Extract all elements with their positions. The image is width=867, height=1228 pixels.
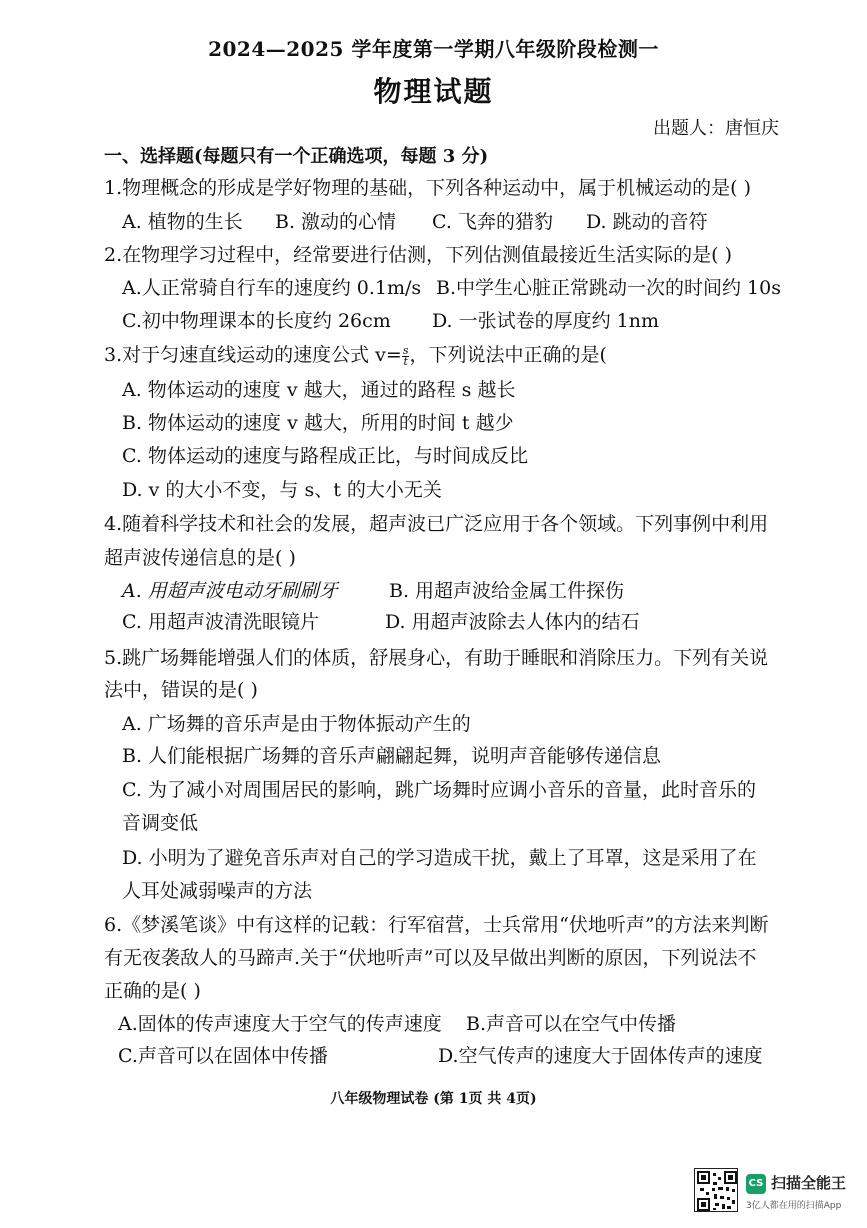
question-3-stem — [104, 342, 607, 368]
fraction-denominator: t — [403, 354, 408, 368]
question-5-option-d: D. 小明为了避免音乐声对自己的学习造成干扰，戴上了耳罩，这是采用了在 — [122, 847, 757, 869]
exam-title: 2024—2025 学年度第一学期八年级阶段检测一 — [208, 37, 659, 61]
question-1-option-d: D. 跳动的音符 — [586, 211, 708, 233]
question-3-stem-start: 3.对于匀速直线运动的速度公式 v= — [104, 344, 402, 366]
camscanner-name: 扫描全能王 — [771, 1174, 847, 1192]
question-6-stem-line-3: 正确的是( ) — [104, 980, 201, 1002]
question-3-stem-end: ，下列说法中正确的是( — [409, 344, 607, 366]
question-6-stem-line-1: 6.《梦溪笔谈》中有这样的记载：行军宿营，士兵常用“伏地听声”的方法来判断 — [104, 914, 769, 936]
question-5-option-a: A. 广场舞的音乐声是由于物体振动产生的 — [122, 713, 471, 735]
camscanner-logo: CS — [746, 1174, 766, 1194]
question-6-option-a: A.固体的传声速度大于空气的传声速度 — [118, 1013, 442, 1035]
question-4-option-a: A. 用超声波电动牙刷刷牙 — [122, 580, 338, 602]
question-6-stem-line-2: 有无夜袭敌人的马蹄声.关于“伏地听声”可以及早做出判断的原因，下列说法不 — [104, 947, 757, 969]
question-4-stem-line-2: 超声波传递信息的是( ) — [104, 547, 296, 569]
question-2-option-b: B.中学生心脏正常跳动一次的时间约 10s — [436, 277, 781, 299]
question-6-option-d: D.空气传声的速度大于固体传声的速度 — [438, 1045, 763, 1067]
question-5-option-c-cont: 音调变低 — [122, 812, 199, 834]
question-2-option-a: A.人正常骑自行车的速度约 0.1m/s — [122, 277, 422, 299]
page-footer: 八年级物理试卷 (第 1页 共 4页) — [330, 1091, 537, 1107]
question-2-option-c: C.初中物理课本的长度约 26cm — [122, 310, 391, 332]
question-2-option-d: D. 一张试卷的厚度约 1nm — [432, 310, 660, 332]
author-line: 出题人：唐恒庆 — [653, 118, 779, 139]
section-heading: 一、选择题(每题只有一个正确选项，每题 3 分) — [104, 146, 489, 167]
question-5-stem-line-1: 5.跳广场舞能增强人们的体质，舒展身心，有助于睡眠和消除压力。下列有关说 — [104, 647, 769, 669]
question-4-stem-line-1: 4.随着科学技术和社会的发展，超声波已广泛应用于各个领域。下列事例中利用 — [104, 513, 769, 535]
question-3-option-d: D. v 的大小不变，与 s、t 的大小无关 — [122, 479, 442, 501]
question-3-option-c: C. 物体运动的速度与路程成正比，与时间成反比 — [122, 445, 528, 467]
question-6-option-c: C.声音可以在固体中传播 — [118, 1045, 328, 1067]
question-6-option-b: B.声音可以在空气中传播 — [466, 1013, 677, 1035]
camscanner-tagline: 3亿人都在用的扫描App — [746, 1201, 842, 1211]
question-5-option-c: C. 为了减小对周围居民的影响，跳广场舞时应调小音乐的音量，此时音乐的 — [122, 779, 756, 801]
question-5-option-d-cont: 人耳处减弱噪声的方法 — [122, 880, 313, 902]
question-4-option-d: D. 用超声波除去人体内的结石 — [385, 611, 640, 633]
question-3-option-b: B. 物体运动的速度 v 越大，所用的时间 t 越少 — [122, 412, 514, 434]
scanner-watermark — [694, 1168, 854, 1220]
qr-code-icon — [694, 1168, 738, 1212]
qr-pattern — [695, 1169, 739, 1213]
question-3-option-a: A. 物体运动的速度 v 越大，通过的路程 s 越长 — [122, 379, 516, 401]
question-4-option-b: B. 用超声波给金属工件探伤 — [389, 580, 625, 602]
question-4-option-c: C. 用超声波清洗眼镜片 — [122, 611, 319, 633]
question-5-stem-line-2: 法中，错误的是( ) — [104, 679, 258, 701]
question-1-option-a: A. 植物的生长 — [122, 211, 243, 233]
fraction-numerator: s — [402, 343, 409, 357]
question-2-stem: 2.在物理学习过程中，经常要进行估测，下列估测值最接近生活实际的是( ) — [104, 244, 732, 266]
question-1-option-c: C. 飞奔的猎豹 — [432, 211, 553, 233]
question-1-stem: 1.物理概念的形成是学好物理的基础，下列各种运动中，属于机械运动的是( ) — [104, 177, 751, 199]
question-1-option-b: B. 激动的心情 — [275, 211, 397, 233]
question-5-option-b: B. 人们能根据广场舞的音乐声翩翩起舞，说明声音能够传递信息 — [122, 745, 662, 767]
subject-title: 物理试题 — [373, 75, 494, 108]
